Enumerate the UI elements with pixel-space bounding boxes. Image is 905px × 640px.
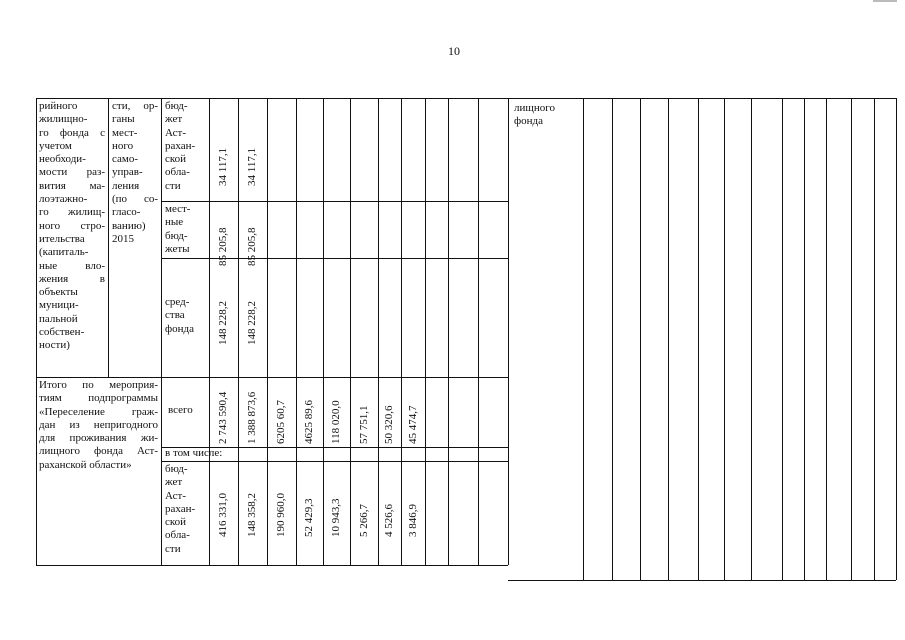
text-line: сред- — [165, 296, 190, 308]
text-line: сти — [165, 542, 181, 555]
text-line: фонда — [514, 115, 543, 128]
scan-corner-mark — [873, 0, 897, 2]
grid-line — [478, 98, 479, 565]
grid-line — [296, 98, 297, 565]
text-line: мест- — [112, 126, 138, 139]
total-value: 85 205,8 — [217, 227, 229, 266]
text-line: ванию) — [112, 219, 146, 232]
text-line: ления — [112, 179, 140, 192]
total-row-label: всего — [168, 404, 193, 416]
text-line: лищного — [514, 102, 555, 114]
grid-line — [612, 98, 613, 580]
year-2015-value: 85 205,8 — [246, 227, 258, 266]
text-line: объекты — [39, 286, 78, 299]
total-row-value: 4625 89,6 — [303, 400, 315, 444]
text-line: необходи- — [39, 153, 86, 166]
text-line: Итого по мероприя- — [39, 379, 158, 391]
text-line: вития ма- — [39, 179, 105, 192]
budget-row-value: 10 943,3 — [330, 498, 342, 537]
budget-row-value: 190 960,0 — [275, 493, 287, 537]
text-line: 2015 — [112, 232, 134, 245]
right-text-cell — [514, 102, 574, 129]
grid-line — [378, 98, 379, 565]
text-line: сти — [165, 179, 181, 192]
text-line: ской — [165, 153, 187, 166]
text-line: мест- — [165, 203, 191, 215]
text-line: жеты — [165, 242, 190, 255]
text-line: (по со- — [112, 193, 158, 206]
text-line: пальной — [39, 312, 78, 325]
text-line: дан из непригодного — [39, 418, 158, 431]
grid-line — [36, 377, 508, 378]
text-line: ные вло- — [39, 259, 105, 272]
text-line: бюд- — [165, 229, 188, 242]
including-label: в том числе: — [165, 447, 223, 459]
grid-line — [583, 98, 584, 580]
budget-source-cell — [165, 463, 205, 556]
budget-row-value: 4 526,6 — [383, 504, 395, 537]
grid-line — [36, 565, 508, 566]
text-line: обла- — [165, 529, 190, 542]
total-row-value: 2 743 590,4 — [217, 391, 229, 444]
budget-row-value: 5 266,7 — [358, 504, 370, 537]
grid-line — [350, 98, 351, 565]
grid-line — [323, 98, 324, 565]
text-line: обла- — [165, 166, 190, 179]
text-line: жения в — [39, 272, 105, 285]
text-line: го жилищ- — [39, 206, 105, 219]
total-row-value: 1 388 873,6 — [246, 391, 258, 444]
text-line: ганы — [112, 113, 135, 126]
text-line: бюд- — [165, 100, 188, 112]
text-line: управ- — [112, 166, 143, 179]
text-line: лоэтажно- — [39, 193, 88, 206]
grid-line — [108, 98, 109, 377]
text-line: ской — [165, 516, 187, 529]
text-line: жет — [165, 113, 183, 126]
grid-line — [161, 98, 162, 565]
text-line: лищного фонда Аст- — [39, 445, 158, 458]
measure-name-cell — [39, 100, 105, 353]
text-line: собствен- — [39, 326, 85, 339]
year-2015-value: 148 228,2 — [246, 301, 258, 345]
year-2015-value: 34 117,1 — [246, 147, 258, 186]
text-line: жет — [165, 476, 183, 489]
budget-row-value: 52 429,3 — [303, 498, 315, 537]
text-line: Аст- — [165, 126, 187, 139]
text-line: раханской области» — [39, 458, 132, 471]
total-row-value: 118 020,0 — [330, 400, 342, 444]
grid-line — [161, 258, 508, 259]
text-line: (капиталь- — [39, 246, 89, 259]
grid-line — [826, 98, 827, 580]
grid-line — [238, 98, 239, 565]
page-number: 10 — [448, 44, 460, 58]
text-line: ного — [112, 139, 134, 152]
total-value: 148 228,2 — [217, 301, 229, 345]
executor-cell — [112, 100, 158, 246]
source-cell — [165, 296, 205, 336]
grid-line — [640, 98, 641, 580]
grid-line — [724, 98, 725, 580]
text-line: фонда — [165, 322, 194, 335]
text-line: муници- — [39, 299, 79, 312]
text-line: го фонда с — [39, 126, 105, 139]
source-cell — [165, 100, 205, 193]
grid-line — [36, 98, 37, 565]
text-line: бюд- — [165, 463, 188, 475]
grid-line — [36, 98, 896, 99]
grid-line — [874, 98, 875, 580]
total-row-value: 57 751,1 — [358, 405, 370, 444]
text-line: жилищно- — [39, 113, 88, 126]
text-line: для проживания жи- — [39, 432, 158, 445]
text-line: ного стро- — [39, 219, 105, 232]
total-label-cell — [39, 379, 158, 472]
grid-line — [161, 461, 508, 462]
text-line: ительства — [39, 232, 85, 245]
text-line: ства — [165, 309, 185, 322]
text-line: ности) — [39, 339, 70, 352]
total-row-value: 50 320,6 — [383, 405, 395, 444]
source-cell — [165, 203, 205, 256]
grid-line — [896, 98, 897, 580]
grid-line — [448, 98, 449, 565]
total-row-value: 45 474,7 — [407, 405, 419, 444]
grid-line — [425, 98, 426, 565]
text-line: учетом — [39, 139, 72, 152]
total-row-value: 6205 60,7 — [275, 400, 287, 444]
grid-line — [668, 98, 669, 580]
total-value: 34 117,1 — [217, 147, 229, 186]
text-line: сти, ор- — [112, 100, 158, 112]
text-line: ные — [165, 216, 184, 229]
text-line: Аст- — [165, 489, 187, 502]
grid-line — [508, 98, 509, 565]
grid-line — [804, 98, 805, 580]
text-line: «Переселение граж- — [39, 405, 158, 418]
grid-line — [401, 98, 402, 565]
grid-line — [698, 98, 699, 580]
grid-line — [851, 98, 852, 580]
grid-line — [751, 98, 752, 580]
grid-line — [161, 201, 508, 202]
text-line: гласо- — [112, 206, 141, 219]
budget-row-value: 416 331,0 — [217, 493, 229, 537]
grid-line — [209, 98, 210, 565]
text-line: рийного — [39, 100, 78, 112]
budget-row-value: 148 358,2 — [246, 493, 258, 537]
text-line: тиям подпрограммы — [39, 392, 158, 405]
text-line: мости раз- — [39, 166, 105, 179]
budget-row-value: 3 846,9 — [407, 504, 419, 537]
grid-line — [782, 98, 783, 580]
grid-line — [267, 98, 268, 565]
text-line: рахан- — [165, 502, 196, 515]
grid-line — [508, 580, 896, 581]
text-line: само- — [112, 153, 139, 166]
text-line: рахан- — [165, 139, 196, 152]
